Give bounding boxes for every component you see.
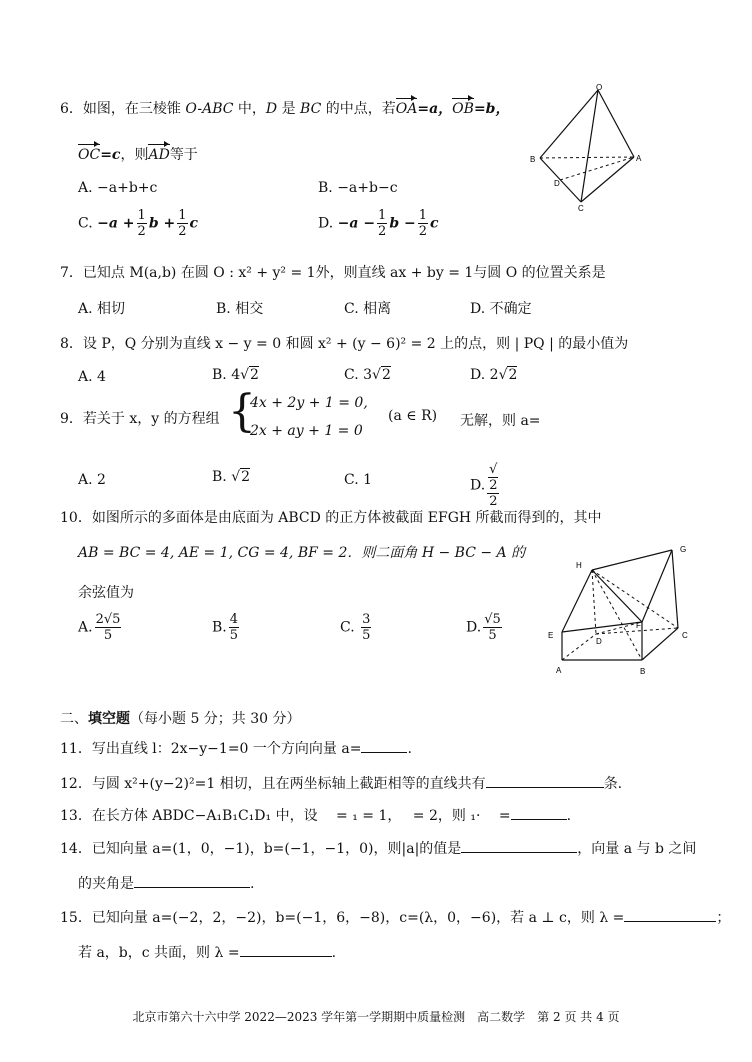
q9-condition: (a ∈ R) — [388, 408, 438, 424]
label-a: A — [636, 154, 642, 163]
q8-option-a: A. 4 — [78, 369, 106, 385]
q7-option-d: D. 不确定 — [470, 301, 532, 317]
q10-option-b: B. $\frac{4}{5}$ — [212, 612, 239, 643]
polyhedron-figure — [540, 538, 700, 680]
q6-tetra-name: O-ABC — [185, 101, 234, 117]
page-footer: 北京市第六十六中学 2022—2023 学年第一学期期中质量检测 高二数学 第 2 页 共 4 页 — [132, 1010, 620, 1024]
q7-option-a: A. 相切 — [78, 301, 126, 317]
q11-blank[interactable] — [361, 738, 407, 753]
q10-line2: AB = BC = 4, AE = 1, CG = 4, BF = 2．则二面角 H − BC − A 的 — [78, 545, 526, 561]
q6-option-a: A. −a+b+c — [78, 180, 158, 196]
q6-option-c: C. −a + $\frac{1}{2}$ b + $\frac{1}{2}$ c — [78, 208, 199, 239]
q14-line2: 的夹角是 . — [78, 873, 254, 893]
q12: 12．与圆 x²+(y−2)²=1 相切，且在两坐标轴上截距相等的直线共有 条. — [60, 773, 622, 793]
q10-option-a: A. $\frac{2√5}{5}$ — [78, 612, 121, 643]
q8-option-c: C. 3√2 — [344, 367, 391, 383]
q10-option-c: C. $\frac{3}{5}$ — [340, 612, 371, 643]
vector-ad: AD — [148, 147, 170, 163]
q6-text: 的中点，若 — [321, 101, 396, 117]
q8-option-d: D. 2√2 — [470, 367, 518, 383]
q6-option-d: D. −a − $\frac{1}{2}$ b − $\frac{1}{2}$ c — [318, 208, 439, 239]
tetrahedron-figure — [526, 82, 648, 212]
q6-text: 6．如图，在三棱锥 — [60, 101, 186, 117]
q9-option-c: C. 1 — [344, 472, 373, 488]
q6-segment-bc: BC — [300, 101, 322, 117]
label-e: E — [548, 631, 554, 640]
q8-text: 8．设 P，Q 分别为直线 x − y = 0 和圆 x² + (y − 6)² = 2 上的点，则 | PQ | 的最小值为 — [60, 336, 629, 352]
q6-text: ，则 — [120, 147, 149, 163]
label-d: D — [554, 179, 560, 188]
q6-eq-a: =a， — [417, 101, 453, 117]
q9-brace: { — [228, 386, 256, 437]
q13: 13．在长方体 ABDC−A₁B₁C₁D₁ 中，设 = ₁ = 1， = 2，则 ₁· = . — [60, 805, 571, 825]
label-b: B — [640, 667, 646, 676]
q6-point-d: D — [265, 101, 278, 117]
vector-ob: OB — [452, 101, 474, 117]
section-title: 二、填空题（每小题 5 分；共 30 分） — [60, 711, 301, 727]
q6-text: 中， — [233, 101, 266, 117]
q14-line1: 14．已知向量 a=(1，0，−1)，b=(−1，−1，0)，则|a|的值是 ，向量 a 与 b 之间 — [60, 838, 696, 858]
vector-oa: OA — [395, 101, 418, 117]
q14-blank-1[interactable] — [461, 838, 577, 853]
label-d: D — [596, 637, 602, 646]
q9-option-d: D. √ 2 2 — [470, 462, 498, 509]
q15-blank-1[interactable] — [624, 907, 716, 922]
q14-blank-2[interactable] — [134, 873, 250, 888]
q9-option-b: B. √2 — [212, 469, 251, 485]
q6-text: 是 — [277, 101, 301, 117]
q9-text-a: 9．若关于 x，y 的方程组 — [60, 411, 220, 427]
q12-blank[interactable] — [486, 773, 604, 788]
q6-eq-c: =c — [100, 147, 121, 163]
q6-line2 — [78, 144, 198, 164]
q6-line1 — [60, 98, 509, 118]
q15-blank-2[interactable] — [240, 942, 332, 957]
q8-option-b: B. 4√2 — [212, 367, 259, 383]
q7-option-b: B. 相交 — [216, 301, 264, 317]
q10-option-d: D. $\frac{√5}{5}$ — [466, 612, 501, 643]
label-a: A — [556, 666, 562, 675]
q6-option-b: B. −a+b−c — [318, 180, 398, 196]
label-g: G — [680, 545, 687, 554]
q9-eq2: 2x + ay + 1 = 0 — [250, 423, 363, 439]
label-c: C — [578, 204, 584, 212]
q9-text-b: 无解，则 a= — [460, 413, 541, 429]
q9-option-a: A. 2 — [78, 472, 106, 488]
label-o: O — [596, 83, 603, 92]
q7-text: 7．已知点 M(a,b) 在圆 O : x² + y² = 1外，则直线 ax + by = 1与圆 O 的位置关系是 — [60, 265, 606, 281]
q15-line2: 若 a，b，c 共面，则 λ = . — [78, 942, 336, 962]
label-f: F — [636, 621, 641, 630]
q11: 11．写出直线 l：2x−y−1=0 一个方向向量 a= . — [60, 738, 412, 758]
q10-line1: 10．如图所示的多面体是由底面为 ABCD 的正方体被截面 EFGH 所截而得到的，其中 — [60, 510, 602, 526]
vector-oc: OC — [78, 147, 101, 163]
q15-line1: 15．已知向量 a=(−2，2，−2)，b=(−1，6，−8)，c=(λ，0，−6)，若 a ⊥ c，则 λ = ； — [60, 907, 730, 927]
q6-eq-b: =b， — [473, 101, 510, 117]
q7-option-c: C. 相离 — [344, 301, 392, 317]
q6-text: 等于 — [169, 147, 198, 163]
label-c: C — [682, 631, 688, 640]
label-h: H — [576, 561, 582, 570]
q13-blank[interactable] — [511, 805, 567, 820]
label-b: B — [530, 155, 536, 164]
q10-line3: 余弦值为 — [78, 585, 134, 601]
q9-eq1: 4x + 2y + 1 = 0, — [250, 395, 368, 411]
